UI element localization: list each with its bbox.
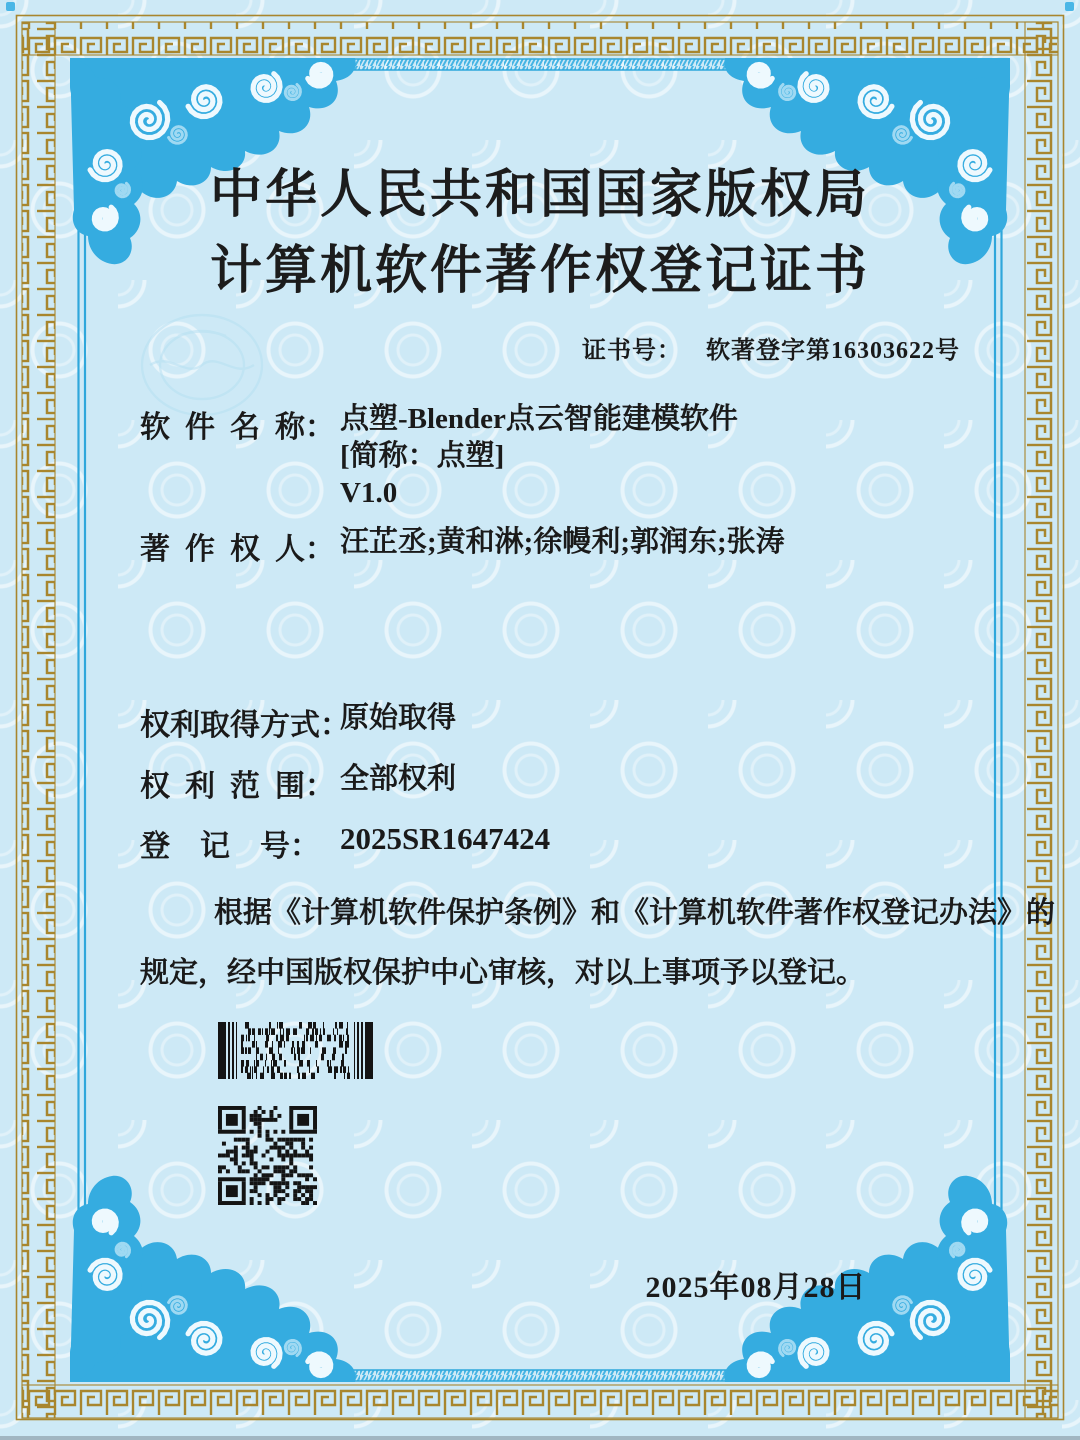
statement-line-1: 根据《计算机软件保护条例》和《计算机软件著作权登记办法》的 — [214, 897, 1056, 929]
registration-statement — [140, 894, 1056, 992]
software-name-line-2: [简称：点塑] — [340, 440, 505, 472]
software-name-line-3: V1.0 — [340, 477, 398, 509]
registration-number-value: 2025SR1647424 — [340, 821, 551, 856]
page-bottom-edge — [0, 1436, 1080, 1440]
issue-date: 2025年08月28日 — [645, 1271, 867, 1304]
acquisition-method-value: 原始取得 — [340, 702, 457, 734]
software-name-value — [340, 401, 738, 512]
qr-code-icon — [218, 1106, 317, 1205]
certificate-number-label: 证书号： — [582, 338, 682, 364]
certificate-number-value: 软著登字第16303622号 — [706, 338, 960, 364]
software-name-label: 软 件 名 称： — [140, 411, 335, 444]
authority-title: 中华人民共和国国家版权局 — [209, 167, 870, 224]
copyright-owner-value: 汪芷丞;黄和淋;徐幔利;郭润东;张涛 — [340, 526, 785, 558]
certificate-number-row — [0, 330, 960, 365]
barcode — [218, 1022, 373, 1079]
statement-line-2: 规定，经中国版权保护中心审核，对以上事项予以登记。 — [140, 957, 866, 989]
title-block — [0, 158, 1080, 310]
rights-scope-label: 权 利 范 围： — [140, 770, 335, 803]
acquisition-method-label: 权利取得方式： — [140, 709, 350, 742]
registration-number-label: 登 记 号： — [140, 830, 320, 863]
software-name-line-1: 点塑-Blender点云智能建模软件 — [340, 403, 738, 435]
rights-scope-value: 全部权利 — [340, 763, 457, 795]
certificate-title: 计算机软件著作权登记证书 — [209, 243, 870, 300]
copyright-owner-label: 著 作 权 人： — [140, 533, 335, 566]
